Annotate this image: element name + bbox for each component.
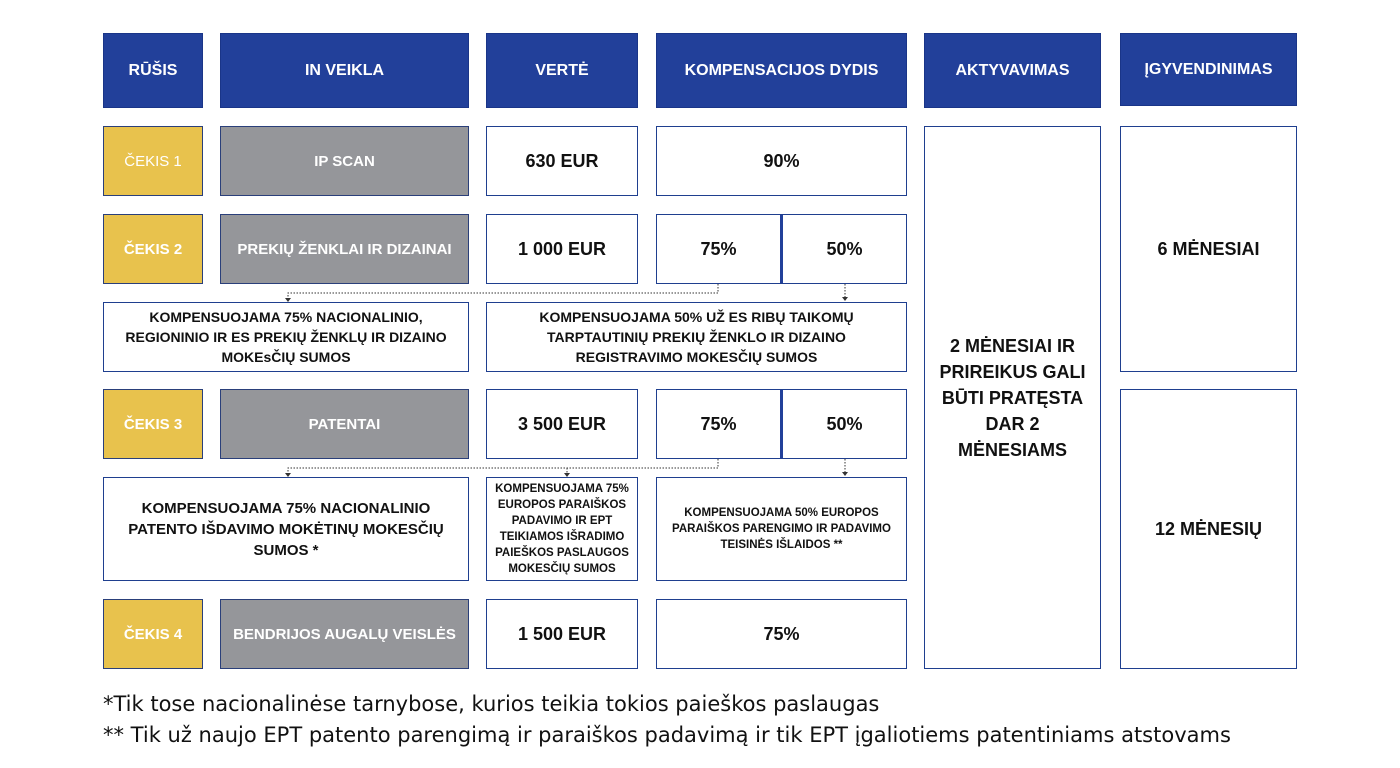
note-trademark-national: KOMPENSUOJAMA 75% NACIONALINIO, REGIONINIO IR ES PREKIŲ ŽENKLŲ IR DIZAINO MOKEsČIŲ SUMOS: [103, 302, 469, 372]
cekis-1-activity: IP SCAN: [220, 126, 469, 196]
cekis-3-comp-right: 50%: [826, 413, 863, 434]
cekis-2-label: ČEKIS 2: [103, 214, 203, 284]
cekis-2-activity: PREKIŲ ŽENKLAI IR DIZAINAI: [220, 214, 469, 284]
footnote-2: ** Tik už naujo EPT patento parengimą ir paraiškos padavimą ir tik EPT įgaliotiems patentiniams atstovams: [103, 723, 1231, 747]
cekis-4-activity: BENDRIJOS AUGALŲ VEISLĖS: [220, 599, 469, 669]
note-trademark-international: KOMPENSUOJAMA 50% UŽ ES RIBŲ TAIKOMŲ TARPTAUTINIŲ PREKIŲ ŽENKLO IR DIZAINO REGISTRAVIMO MOKESČIŲ SUMOS: [486, 302, 907, 372]
cekis-3-value: 3 500 EUR: [486, 389, 638, 459]
note-patent-european: KOMPENSUOJAMA 50% EUROPOS PARAIŠKOS PARENGIMO IR PADAVIMO TEISINĖS IŠLAIDOS **: [656, 477, 907, 581]
header-rusis: RŪŠIS: [103, 33, 203, 108]
cekis-1-compensation: 90%: [656, 126, 907, 196]
cekis-2-comp-left: 75%: [700, 238, 737, 259]
header-in-veikla: IN VEIKLA: [220, 33, 469, 108]
cekis-4-value: 1 500 EUR: [486, 599, 638, 669]
implementation-long: 12 MĖNESIŲ: [1120, 389, 1297, 669]
footnote-1: *Tik tose nacionalinėse tarnybose, kurios teikia tokios paieškos paslaugas: [103, 692, 880, 716]
header-igyvendinimas: ĮGYVENDINIMAS: [1120, 33, 1297, 106]
cekis-2-value: 1 000 EUR: [486, 214, 638, 284]
header-kompensacijos-dydis: KOMPENSACIJOS DYDIS: [656, 33, 907, 108]
activation-cell: 2 MĖNESIAI IR PRIREIKUS GALI BŪTI PRATĘSTA DAR 2 MĖNESIAMS: [924, 126, 1101, 669]
cekis-2-comp-right: 50%: [826, 238, 863, 259]
cekis-4-compensation: 75%: [656, 599, 907, 669]
cekis-3-label: ČEKIS 3: [103, 389, 203, 459]
implementation-short: 6 MĖNESIAI: [1120, 126, 1297, 372]
header-verte: VERTĖ: [486, 33, 638, 108]
cekis-3-comp-left: 75%: [700, 413, 737, 434]
cekis-4-label: ČEKIS 4: [103, 599, 203, 669]
header-aktyvavimas: AKTYVAVIMAS: [924, 33, 1101, 108]
note-patent-ept: KOMPENSUOJAMA 75% EUROPOS PARAIŠKOS PADAVIMO IR EPT TEIKIAMOS IŠRADIMO PAIEŠKOS PASLAUGOS MOKESČIŲ SUMOS: [486, 477, 638, 581]
cekis-3-activity: PATENTAI: [220, 389, 469, 459]
note-patent-national: KOMPENSUOJAMA 75% NACIONALINIO PATENTO IŠDAVIMO MOKĖTINŲ MOKESČIŲ SUMOS *: [103, 477, 469, 581]
cekis-1-value: 630 EUR: [486, 126, 638, 196]
cekis-1-label: ČEKIS 1: [103, 126, 203, 196]
